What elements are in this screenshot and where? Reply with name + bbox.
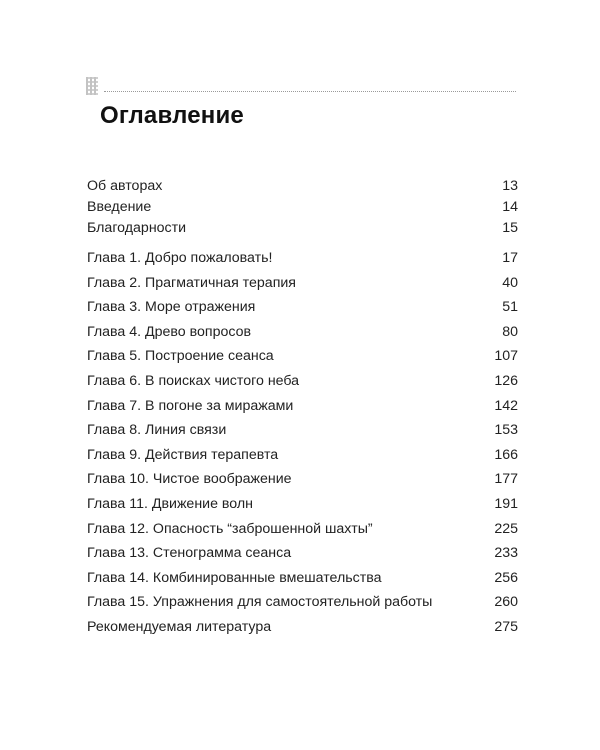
toc-entry-label: Глава 8. Линия связи xyxy=(87,422,227,439)
page-title: Оглавление xyxy=(100,102,244,129)
toc-entry-label: Глава 5. Построение сеанса xyxy=(87,348,274,365)
toc-entry-chapter-15[interactable] xyxy=(87,590,518,615)
toc-entry-page: 233 xyxy=(494,545,518,562)
toc-entry-label: Об авторах xyxy=(87,178,163,194)
toc-entry-chapter-2[interactable] xyxy=(87,271,518,296)
toc-entry-chapter-10[interactable] xyxy=(87,467,518,492)
toc-entry-label: Благодарности xyxy=(87,220,187,236)
toc-entry-page: 260 xyxy=(494,594,518,611)
toc-entry-page: 13 xyxy=(502,178,518,194)
toc-entry-introduction[interactable] xyxy=(87,197,518,218)
toc-entry-page: 17 xyxy=(502,250,518,266)
toc-entry-label: Глава 1. Добро пожаловать! xyxy=(87,250,273,266)
toc-entry-recommended-reading[interactable] xyxy=(87,615,518,640)
toc-entry-label: Глава 4. Древо вопросов xyxy=(87,323,252,340)
toc-entry-page: 14 xyxy=(502,199,518,215)
toc-entry-label: Глава 7. В погоне за миражами xyxy=(87,397,294,414)
corner-ornament xyxy=(86,77,98,95)
toc-entry-chapter-11[interactable] xyxy=(87,492,518,517)
toc-entry-about-authors[interactable] xyxy=(87,176,518,197)
toc-entry-label: Глава 9. Действия терапевта xyxy=(87,446,279,463)
toc-entry-acknowledgements[interactable] xyxy=(87,218,518,239)
toc-entry-label: Глава 2. Прагматичная терапия xyxy=(87,274,296,291)
toc-entry-label: Глава 13. Стенограмма сеанса xyxy=(87,545,292,562)
toc-entry-page: 51 xyxy=(502,299,518,316)
toc-entry-page: 191 xyxy=(494,495,518,512)
header-dotted-rule xyxy=(104,91,516,92)
toc-entry-label: Глава 12. Опасность “заброшенной шахты” xyxy=(87,520,373,537)
toc-entry-page: 153 xyxy=(494,422,518,439)
toc-entry-page: 275 xyxy=(494,618,518,635)
toc-entry-label: Глава 11. Движение волн xyxy=(87,495,253,512)
toc-entry-page: 166 xyxy=(494,446,518,463)
toc-entry-page: 15 xyxy=(502,220,518,236)
toc-entry-chapter-14[interactable] xyxy=(87,566,518,591)
toc-entry-page: 126 xyxy=(494,372,518,389)
toc-entry-chapter-4[interactable] xyxy=(87,320,518,345)
toc-entry-page: 80 xyxy=(502,323,518,340)
toc-entry-chapter-13[interactable] xyxy=(87,541,518,566)
toc-entry-label: Глава 15. Упражнения для самостоятельной работы xyxy=(87,594,433,611)
toc-entry-label: Глава 6. В поисках чистого неба xyxy=(87,372,300,389)
toc-entry-label: Глава 10. Чистое воображение xyxy=(87,471,292,488)
toc-entry-page: 225 xyxy=(494,520,518,537)
toc-entry-page: 256 xyxy=(494,569,518,586)
toc-entry-page: 177 xyxy=(494,471,518,488)
toc-entry-chapter-5[interactable] xyxy=(87,344,518,369)
toc-entry-chapter-9[interactable] xyxy=(87,443,518,468)
toc-entry-chapter-8[interactable] xyxy=(87,418,518,443)
toc-entry-page: 142 xyxy=(494,397,518,414)
toc-entry-chapter-1[interactable] xyxy=(87,246,518,271)
toc-entry-label: Глава 14. Комбинированные вмешательства xyxy=(87,569,382,586)
toc-entry-page: 40 xyxy=(502,274,518,291)
toc-entry-chapter-3[interactable] xyxy=(87,295,518,320)
toc-entry-chapter-12[interactable] xyxy=(87,517,518,542)
toc-entry-label: Рекомендуемая литература xyxy=(87,618,272,635)
table-of-contents xyxy=(87,176,518,640)
toc-entry-page: 107 xyxy=(494,348,518,365)
toc-entry-chapter-6[interactable] xyxy=(87,369,518,394)
toc-entry-label: Глава 3. Море отражения xyxy=(87,299,256,316)
toc-entry-chapter-7[interactable] xyxy=(87,394,518,419)
toc-entry-label: Введение xyxy=(87,199,152,215)
